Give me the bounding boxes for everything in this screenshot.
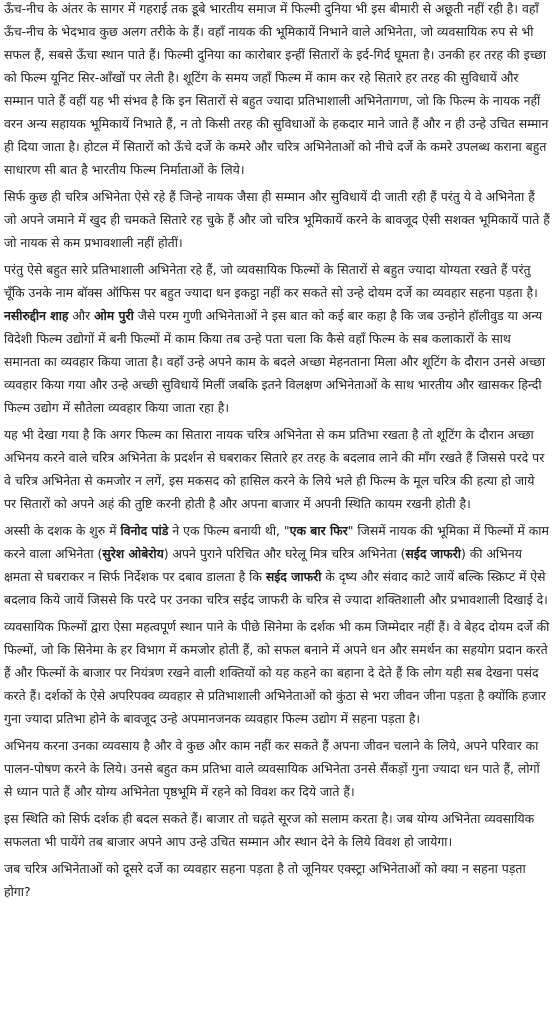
article-paragraph — [4, 258, 550, 419]
bold-name-text: नसीरुद्दीन शाह — [4, 308, 69, 323]
bold-name-text: सईद जाफरी — [405, 546, 462, 561]
article-paragraph — [4, 807, 550, 853]
article-paragraph — [4, 857, 550, 903]
paragraph-text: जब चरित्र अभिनेताओं को दूसरे दर्जे का व्यवहार सहना पड़ता है तो जूनियर एक्स्ट्रा अभिनेताओं को क्या न सहना पड़ता होगा? — [4, 861, 526, 899]
bold-name-text: ओम पुरी — [94, 308, 134, 323]
bold-name-text: विनोद पांडे — [120, 523, 169, 538]
bold-name-text: सईद जाफरी — [265, 569, 322, 584]
paragraph-text: परंतु ऐसे बहुत सारे प्रतिभाशाली अभिनेता रहे हैं, जो व्यवसायिक फिल्मों के सितारों से बहुत ज्यादा योग्यता रखते हैं परंतु चूँकि उनके नाम बॉक्स ऑफिस पर बहुत ज्यादा धन इकट्ठा नहीं कर सकते सो उन्हे दोयम दर्जे का व्यवहार सहना पड़ता है। — [4, 262, 538, 300]
article-paragraph — [4, 615, 550, 730]
bold-name-text: सुरेश ओबेरोय — [102, 546, 164, 561]
article-paragraph — [4, 423, 550, 515]
bold-name-text: एक बार फिर — [289, 523, 348, 538]
paragraph-text: इस स्थिति को सिर्फ दर्शक ही बदल सकते हैं। बाजार तो चढ़ते सूरज को सलाम करता है। जब योग्य अभिनेता व्यवसायिक सफलता भी पायेंगे तब बाजार अपने आप उन्हे उचित सम्मान और स्थान देने के लिये विवश हो जायेगा। — [4, 811, 535, 849]
paragraph-text: ) की अभिनय क्षमता से घबराकर न सिर्फ निर्देशक पर दबाव डालता है कि — [4, 546, 522, 584]
paragraph-text: ऊँच-नीच के अंतर के सागर में गहराई तक डूबे भारतीय समाज में फिल्मी दुनिया भी इस बीमारी से अछूती नहीं रही है। वहाँ ऊँच-नीच के भेदभाव कुछ अलग तरीके के हैं। वहाँ नायक की भूमिकायें निभाने वाले अभिनेता, जो व्यवसायिक रुप से भी सफल हैं, सबसे ऊँचा स्थान पाते हैं। फिल्मी दुनिया का कारोबार इन्हीं सितारों के इर्द-गिर्द घूमता है। उनकी हर तरह की इच्छा को फिल्म यूनिट सिर-आँखों पर लेती है। शूटिंग के समय जहाँ फिल्म में काम कर रहे सितारे हर तरह की सुविधायें और सम्मान पाते हैं वहीं यह भी संभव है कि इन सितारों से बहुत ज्यादा प्रतिभाशाली अभिनेतागण, जो कि फिल्म के नायक नहीं वरन अन्य सहायक भूमिकायें निभाते हैं, न तो किसी तरह की सुविधाओं के हकदार माने जाते हैं और न ही उन्हे उचित सम्मान ही दिया जाता है। होटल में सितारों को ऊँचे दर्जे के कमरे और चरित्र अभिनेताओं को नीचे दर्जे के कमरे उपलब्ध कराना बहुत साधारण सी बात है भारतीय फिल्म निर्माताओं के लिये। — [4, 1, 549, 177]
paragraph-text: अभिनय करना उनका व्यवसाय है और वे कुछ और काम नहीं कर सकते हैं अपना जीवन चलाने के लिये, अपने परिवार का पालन-पोषण करने के लिये। उनसे बहुत कम प्रतिभा वाले व्यवसायिक अभिनेता उनसे सैंकड़ों गुना ज्यादा धन पाते हैं, लोगों से ध्यान पाते हैं और योग्य अभिनेता पृष्ठभूमि में रहने को विवश कर दिये जाते हैं। — [4, 738, 540, 799]
paragraph-text: यह भी देखा गया है कि अगर फिल्म का सितारा नायक चरित्र अभिनेता से कम प्रतिभा रखता है तो शूटिंग के दौरान अच्छा अभिनय करने वाले चरित्र अभिनेता के प्रदर्शन से घबराकर सितारे हर तरह के बदलाव लाने की माँग रखते हैं जिससे परदे पर वे चरित्र अभिनेता से कमजोर न लगें, इस मकसद को हासिल करने के लिये भले ही फिल्म के मूल चरित्र की हत्या हो जाये पर सितारों को अपने अहं की तुष्टि करनी होती है और अपना बाजार में अपनी स्थिति कायम रखनी होती है। — [4, 427, 545, 511]
paragraph-text: जैसे परम गुणी अभिनेताओं ने इस बात को कई बार कहा है कि जब उन्होने हॉलीवुड या अन्य विदेशी फिल्म उद्योगों में बनी फिल्मों में काम किया तब उन्हे पता चला कि कैसे वहाँ फिल्म के सब कलाकारों के साथ समानता का व्यवहार किया जाता है। वहाँ उन्हे अपने काम के बदले अच्छा मेहनताना मिला और शूटिंग के दौरान उनसे अच्छा व्यवहार किया गया और उन्हे अच्छी सुविधायें मिलीं जबकि इतने विलक्षण अभिनेताओं के साथ भारतीय और खासकर हिन्दी फिल्म उद्योग में सौतेला व्यवहार किया जाता रहा है। — [4, 308, 546, 415]
paragraph-text: और — [68, 308, 95, 323]
paragraph-text: व्यवसायिक फिल्मों द्वारा ऐसा महत्वपूर्ण स्थान पाने के पीछे सिनेमा के दर्शक भी कम जिम्मेदार नहीं हैं। वे बेहद दोयम दर्जे की फिल्मों, जो कि सिनेमा के हर विभाग में कमजोर होती हैं, को सफल बनाने में अपने धन और समर्थन का सहयोग प्रदान करते हैं और फिल्मों के बाजार पर नियंत्रण रखने वाली शक्तियों को यह कहने का बहाना दे देते हैं कि लोग यही सब देखना पसंद करते हैं। दर्शकों के ऐसे अपरिपक्व व्यवहार से प्रतिभाशाली अभिनेताओं को कुंठा से भरा जीवन जीना पड़ता है क्योंकि हजार गुना ज्यादा प्रतिभा होने के बावजूद उन्हे अपमानजनक व्यवहार फिल्म उद्योग में सहना पड़ता है। — [4, 619, 550, 726]
paragraph-text: सिर्फ कुछ ही चरित्र अभिनेता ऐसे रहे हैं जिन्हे नायक जैसा ही सम्मान और सुविधायें दी जाती रही हैं परंतु ये वे अभिनेता हैं जो अपने जमाने में खुद ही चमकते सितारे रह चुके हैं और जो चरित्र भूमिकायें करने के बावजूद ऐसी सशक्त भूमिकायें पाते हैं जो नायक से कम प्रभावशाली नहीं होतीं। — [4, 189, 550, 250]
paragraph-text: अस्सी के दशक के शुरु में — [4, 523, 121, 538]
paragraph-text: ) अपने पुराने परिचित और घरेलू मित्र चरित्र अभिनेता ( — [163, 546, 406, 561]
article-paragraph — [4, 734, 550, 803]
paragraph-text: ने एक फिल्म बनायी थी, " — [168, 523, 290, 538]
paragraph-text: " जिसमें नायक की भूमिका में फिल्मों में काम करने वाला अभिनेता ( — [4, 523, 549, 561]
article-paragraph — [4, 0, 550, 181]
article-paragraph — [4, 185, 550, 254]
paragraph-text: के दृष्य और संवाद काटे जायें बल्कि स्क्रिप्ट में ऐसे बदलाव किये जायें जिससे कि परदे पर उनका चरित्र सईद जाफरी के चरित्र से ज्यादा शक्तिशाली और प्रभावशाली दिखाई दे। — [4, 569, 548, 607]
article-paragraph — [4, 519, 550, 611]
